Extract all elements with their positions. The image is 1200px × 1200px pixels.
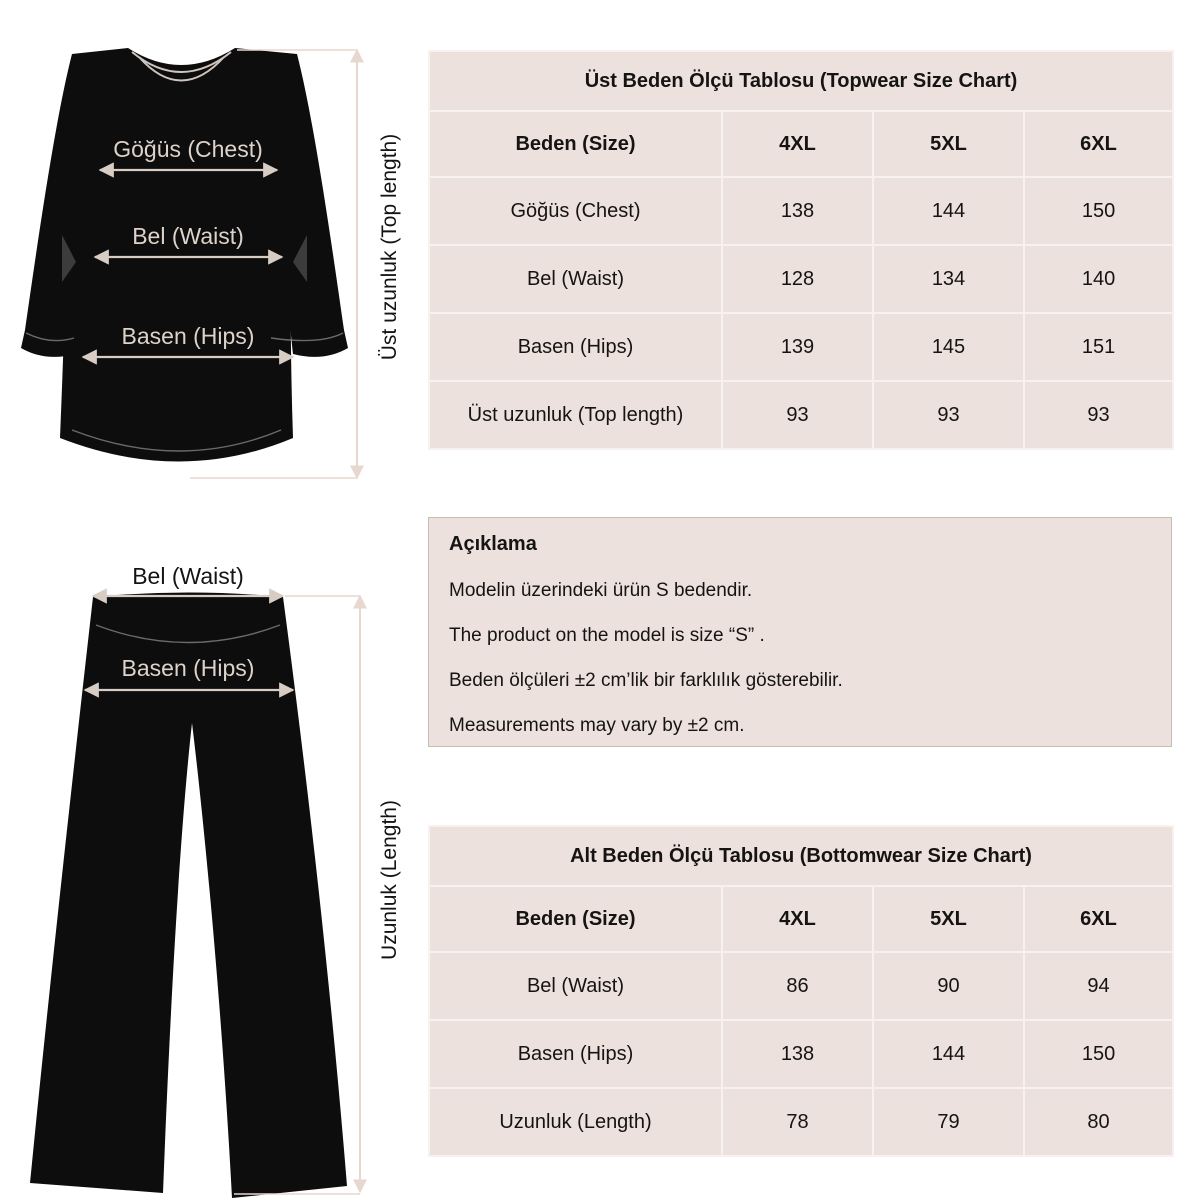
table-title: Alt Beden Ölçü Tablosu (Bottomwear Size Chart) [429,826,1173,886]
header-size-label: Beden (Size) [429,886,722,952]
header-size-4xl: 4XL [722,886,873,952]
top-length-label: Üst uzunluk (Top length) [378,133,401,361]
table-title-row [429,826,1173,886]
notes-box [428,517,1172,747]
cell-value: 79 [873,1088,1024,1156]
topwear-size-table [428,50,1174,450]
cell-value: 138 [722,177,873,245]
topwear-diagram [0,30,420,500]
header-size-4xl: 4XL [722,111,873,177]
row-label: Basen (Hips) [429,1020,722,1088]
row-label: Üst uzunluk (Top length) [429,381,722,449]
header-size-5xl: 5XL [873,886,1024,952]
table-header-row [429,886,1173,952]
cell-value: 150 [1024,177,1173,245]
tunic-illustration [21,48,348,462]
cell-value: 93 [722,381,873,449]
cell-value: 150 [1024,1020,1173,1088]
cell-value: 134 [873,245,1024,313]
notes-heading: Açıklama [449,533,537,555]
cell-value: 86 [722,952,873,1020]
cell-value: 78 [722,1088,873,1156]
table-row-hips [429,1020,1173,1088]
cell-value: 93 [873,381,1024,449]
header-size-label: Beden (Size) [429,111,722,177]
cell-value: 80 [1024,1088,1173,1156]
cell-value: 144 [873,1020,1024,1088]
header-size-6xl: 6XL [1024,111,1173,177]
cell-value: 139 [722,313,873,381]
hips-label: Basen (Hips) [121,655,255,681]
bottomwear-diagram [0,550,420,1200]
table-row-length [429,1088,1173,1156]
header-size-6xl: 6XL [1024,886,1173,952]
row-label: Bel (Waist) [429,245,722,313]
hips-label: Basen (Hips) [121,323,255,349]
cell-value: 90 [873,952,1024,1020]
row-label: Basen (Hips) [429,313,722,381]
pants-body [30,593,347,1199]
row-label: Bel (Waist) [429,952,722,1020]
length-label: Uzunluk (Length) [378,800,401,960]
chest-label: Göğüs (Chest) [113,136,263,162]
cell-value: 93 [1024,381,1173,449]
note-line: Beden ölçüleri ±2 cm’lik bir farklılık gösterebilir. [449,670,843,691]
table-header-row [429,111,1173,177]
table-row-hips [429,313,1173,381]
waist-label: Bel (Waist) [132,563,244,589]
table-row-waist [429,952,1173,1020]
header-size-5xl: 5XL [873,111,1024,177]
cell-value: 145 [873,313,1024,381]
cell-value: 128 [722,245,873,313]
bottomwear-size-table [428,825,1174,1157]
table-title: Üst Beden Ölçü Tablosu (Topwear Size Chart) [429,51,1173,111]
note-line: The product on the model is size “S” . [449,625,765,646]
table-row-top-length [429,381,1173,449]
note-line: Modelin üzerindeki ürün S bedendir. [449,580,753,601]
table-row-chest [429,177,1173,245]
table-title-row [429,51,1173,111]
cell-value: 94 [1024,952,1173,1020]
cell-value: 138 [722,1020,873,1088]
waist-label: Bel (Waist) [132,223,244,249]
note-line: Measurements may vary by ±2 cm. [449,715,745,736]
row-label: Göğüs (Chest) [429,177,722,245]
cell-value: 140 [1024,245,1173,313]
table-row-waist [429,245,1173,313]
cell-value: 151 [1024,313,1173,381]
pants-illustration [30,593,347,1199]
cell-value: 144 [873,177,1024,245]
row-label: Uzunluk (Length) [429,1088,722,1156]
